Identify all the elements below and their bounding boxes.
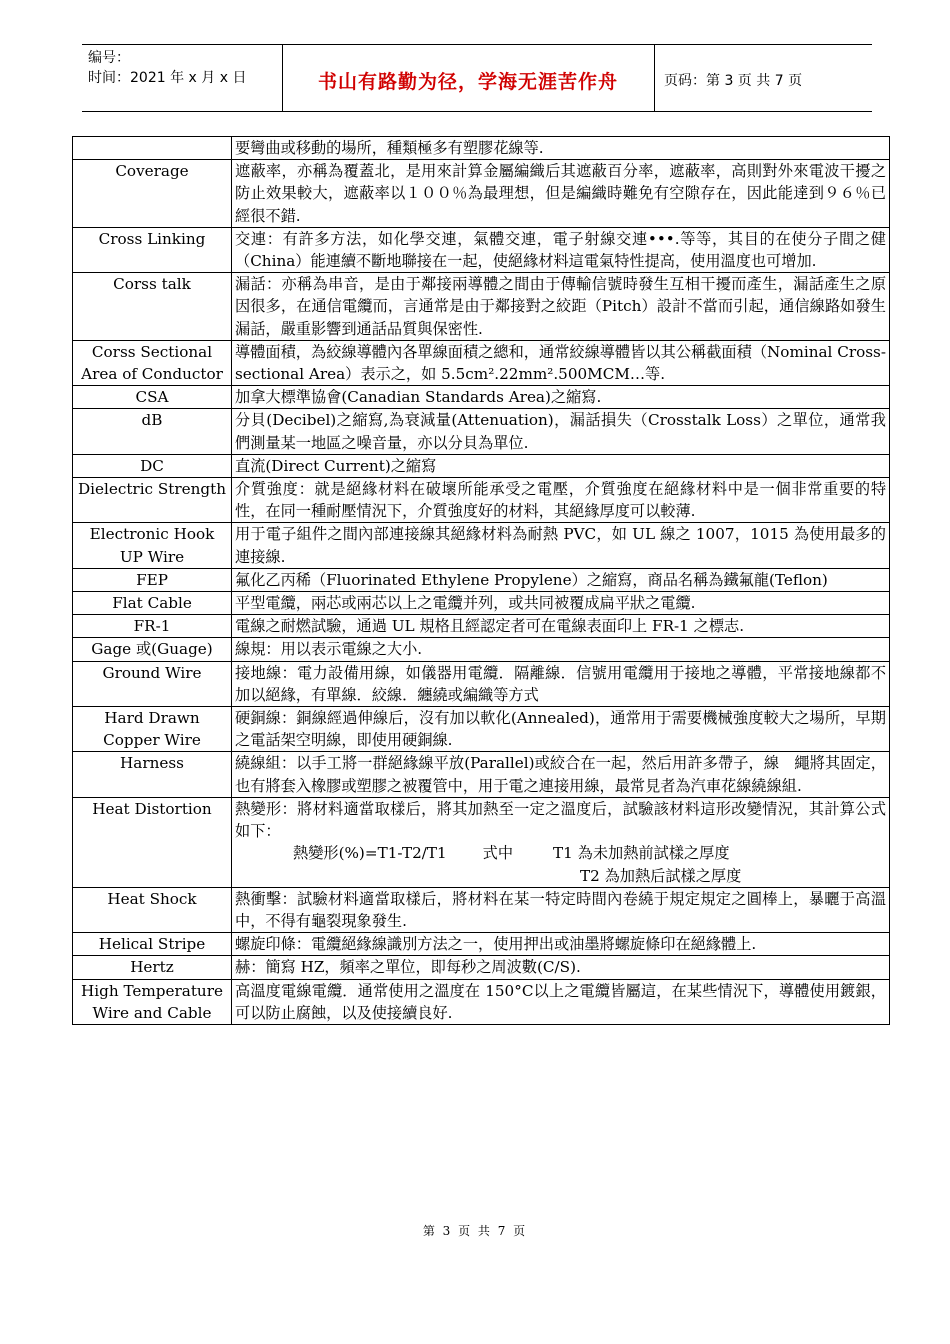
formula-t1: T1 為未加熱前試樣之厚度 xyxy=(553,844,730,863)
glossary-definition xyxy=(232,797,890,887)
glossary-definition xyxy=(232,933,890,956)
glossary-table xyxy=(72,136,890,1025)
glossary-definition xyxy=(232,707,890,752)
glossary-term: Flat Cable xyxy=(73,592,232,615)
glossary-row xyxy=(73,523,890,568)
glossary-definition xyxy=(232,160,890,228)
glossary-term: Dielectric Strength xyxy=(73,478,232,523)
definition-text: 導體面積，為絞線導體內各單線面積之總和，通常絞線導體皆以其公稱截面積（Nominal Cross-sectional Area）表示之，如 5.5cm².22mm².500MCM…等. xyxy=(235,342,886,384)
glossary-definition xyxy=(232,887,890,932)
time-label: 时间：2021 年 x 月 x 日 xyxy=(88,70,247,86)
glossary-row xyxy=(73,454,890,477)
glossary-definition xyxy=(232,568,890,591)
definition-text: 漏話：亦稱為串音，是由于鄰接兩導體之間由于傳輸信號時發生互相干擾而產生，漏話產生之原因很多，在通信電纜而，言通常是由于鄰接對之絞距（Pitch）設計不當而引起，通信線路如發生漏話，嚴重影響到通話品質與保密性. xyxy=(235,275,886,338)
glossary-term: Ground Wire xyxy=(73,661,232,706)
glossary-row xyxy=(73,227,890,272)
definition-text: 電線之耐燃試驗，通過 UL 規格且經認定者可在電線表面印上 FR-1 之標志. xyxy=(235,617,745,636)
glossary-row xyxy=(73,273,890,341)
definition-text: 氟化乙丙稀（Fluorinated Ethylene Propylene）之縮寫，商品名稱為鐵氟龍(Teflon) xyxy=(235,570,828,589)
definition-text: 硬銅線：銅線經過伸線后，沒有加以軟化(Annealed)，通常用于需要機械強度較大之場所，早期之電話架空明線，即使用硬銅線. xyxy=(235,709,886,750)
glossary-row xyxy=(73,956,890,979)
definition-text: 要彎曲或移動的場所，種類極多有塑膠花線等. xyxy=(235,139,544,157)
glossary-term: Heat Shock xyxy=(73,887,232,932)
definition-text: 分貝(Decibel)之縮寫,為衰減量(Attenuation)，漏話損失（Crosstalk Loss）之單位，通常我們測量某一地區之噪音量，亦以分貝為單位. xyxy=(235,411,886,452)
glossary-term: Heat Distortion xyxy=(73,797,232,887)
glossary-term: Helical Stripe xyxy=(73,933,232,956)
glossary-row xyxy=(73,887,890,932)
definition-text: 熱衝擊：試驗材料適當取樣后，將材料在某一特定時間內卷繞于規定規定之圓棒上，暴曬于高溫中，不得有龜裂現象發生. xyxy=(235,889,886,930)
formula-line xyxy=(235,842,886,864)
serial-label: 编号： xyxy=(88,50,130,66)
glossary-definition xyxy=(232,661,890,706)
definition-text: 接地線：電力設備用線，如儀器用電纜．隔離線．信號用電纜用于接地之導體，平常接地線都不加以絕緣，有單線．絞線．纏繞或編織等方式 xyxy=(235,663,886,704)
header-meta xyxy=(88,48,246,88)
glossary-definition xyxy=(232,979,890,1024)
glossary-definition xyxy=(232,615,890,638)
glossary-definition xyxy=(232,454,890,477)
definition-text: 高溫度電線電纜．通常使用之溫度在 150°C以上之電纜皆屬這，在某些情況下，導體使用鍍銀，可以防止腐蝕，以及使接續良好. xyxy=(235,981,886,1022)
glossary-term: FR-1 xyxy=(73,615,232,638)
header-page-number: 页码：第 3 页 共 7 页 xyxy=(664,73,803,89)
definition-text: 線規：用以表示電線之大小. xyxy=(235,640,423,659)
glossary-row xyxy=(73,409,890,454)
glossary-term: Gage 或(Guage) xyxy=(73,638,232,661)
glossary-definition xyxy=(232,523,890,568)
glossary-row xyxy=(73,592,890,615)
definition-text: 平型電纜，兩芯或兩芯以上之電纜并列，或共同被覆成扁平狀之電纜. xyxy=(235,594,696,613)
glossary-definition xyxy=(232,638,890,661)
page-header xyxy=(82,44,872,112)
definition-text: 赫：簡寫 HZ，頻率之單位，即每秒之周波數(C/S). xyxy=(235,958,581,977)
glossary-term: Electronic Hook UP Wire xyxy=(73,523,232,568)
formula-expression: 熱變形(%)=T1-T2/T1 xyxy=(293,844,447,863)
glossary-term: Corss talk xyxy=(73,273,232,341)
glossary-term xyxy=(73,137,232,160)
glossary-term: Hertz xyxy=(73,956,232,979)
definition-text: 直流(Direct Current)之縮寫 xyxy=(235,456,437,475)
glossary-row xyxy=(73,615,890,638)
glossary-row xyxy=(73,386,890,409)
glossary-term: Corss Sectional Area of Conductor xyxy=(73,340,232,385)
glossary-definition xyxy=(232,409,890,454)
glossary-row xyxy=(73,933,890,956)
glossary-term: Cross Linking xyxy=(73,227,232,272)
definition-text: 熱變形：將材料適當取樣后，將其加熱至一定之溫度后，試驗該材料這形改變情況，其計算公式如下： xyxy=(235,799,886,841)
glossary-definition xyxy=(232,478,890,523)
definition-text: 用于電子組件之間內部連接線其絕緣材料為耐熱 PVC，如 UL 線之 1007，1015 為使用最多的連接線. xyxy=(235,525,886,566)
glossary-definition xyxy=(232,227,890,272)
definition-text: 螺旋印條：電纜絕緣線識別方法之一，使用押出或油墨將螺旋條印在絕緣體上. xyxy=(235,935,757,954)
glossary-definition xyxy=(232,137,890,160)
glossary-term: FEP xyxy=(73,568,232,591)
glossary-row xyxy=(73,797,890,887)
glossary-body xyxy=(73,137,890,1025)
header-motto: 书山有路勤为径，学海无涯苦作舟 xyxy=(317,71,618,93)
header-bottom-rule xyxy=(82,111,872,112)
glossary-row xyxy=(73,638,890,661)
glossary-term: Harness xyxy=(73,752,232,797)
glossary-row xyxy=(73,137,890,160)
glossary-term: dB xyxy=(73,409,232,454)
glossary-term: Hard Drawn Copper Wire xyxy=(73,707,232,752)
glossary-row xyxy=(73,661,890,706)
formula-t2: T2 為加熱后試樣之厚度 xyxy=(580,866,742,885)
glossary-row xyxy=(73,340,890,385)
glossary-definition xyxy=(232,386,890,409)
glossary-definition xyxy=(232,273,890,341)
glossary-definition xyxy=(232,752,890,797)
glossary-term: CSA xyxy=(73,386,232,409)
page-footer: 第 3 页 共 7 页 xyxy=(422,1224,528,1238)
header-top-rule xyxy=(82,44,872,45)
glossary-definition xyxy=(232,340,890,385)
glossary-row xyxy=(73,478,890,523)
glossary-term: High Temperature Wire and Cable xyxy=(73,979,232,1024)
glossary-row xyxy=(73,568,890,591)
glossary-row xyxy=(73,160,890,228)
definition-text: 遮蔽率，亦稱為覆蓋北，是用來計算金屬編織后其遮蔽百分率，遮蔽率，高則對外來電波干擾之防止效果較大，遮蔽率以１００％為最理想，但是編織時難免有空隙存在，因此能達到９６％已經很不錯. xyxy=(235,162,886,225)
glossary-row xyxy=(73,979,890,1024)
glossary-row xyxy=(73,752,890,797)
glossary-row xyxy=(73,707,890,752)
glossary-term: Coverage xyxy=(73,160,232,228)
glossary-term: DC xyxy=(73,454,232,477)
definition-text: 交連：有許多方法，如化學交連，氣體交連，電子射線交連•••.等等，其目的在使分子間之健（China）能連續不斷地聯接在一起，使絕緣材料這電氣特性提高，使用溫度也可增加. xyxy=(235,229,886,271)
formula-where: 式中 xyxy=(482,844,514,863)
definition-text: 加拿大標準協會(Canadian Standards Area)之縮寫. xyxy=(235,388,602,407)
definition-text: 介質強度：就是絕緣材料在破壞所能承受之電壓，介質強度在絕緣材料中是一個非常重要的特性，在同一種耐壓情況下，介質強度好的材料，其絕緣厚度可以較薄. xyxy=(235,480,886,521)
glossary-definition xyxy=(232,956,890,979)
header-divider xyxy=(654,44,655,112)
definition-text: 繞線組：以手工將一群絕緣線平放(Parallel)或絞合在一起，然后用許多帶子，線 繩將其固定，也有將套入橡膠或塑膠之被覆管中，用于電之連接用線，最常見者為汽車花線繞線組. xyxy=(235,754,886,795)
glossary-definition xyxy=(232,592,890,615)
